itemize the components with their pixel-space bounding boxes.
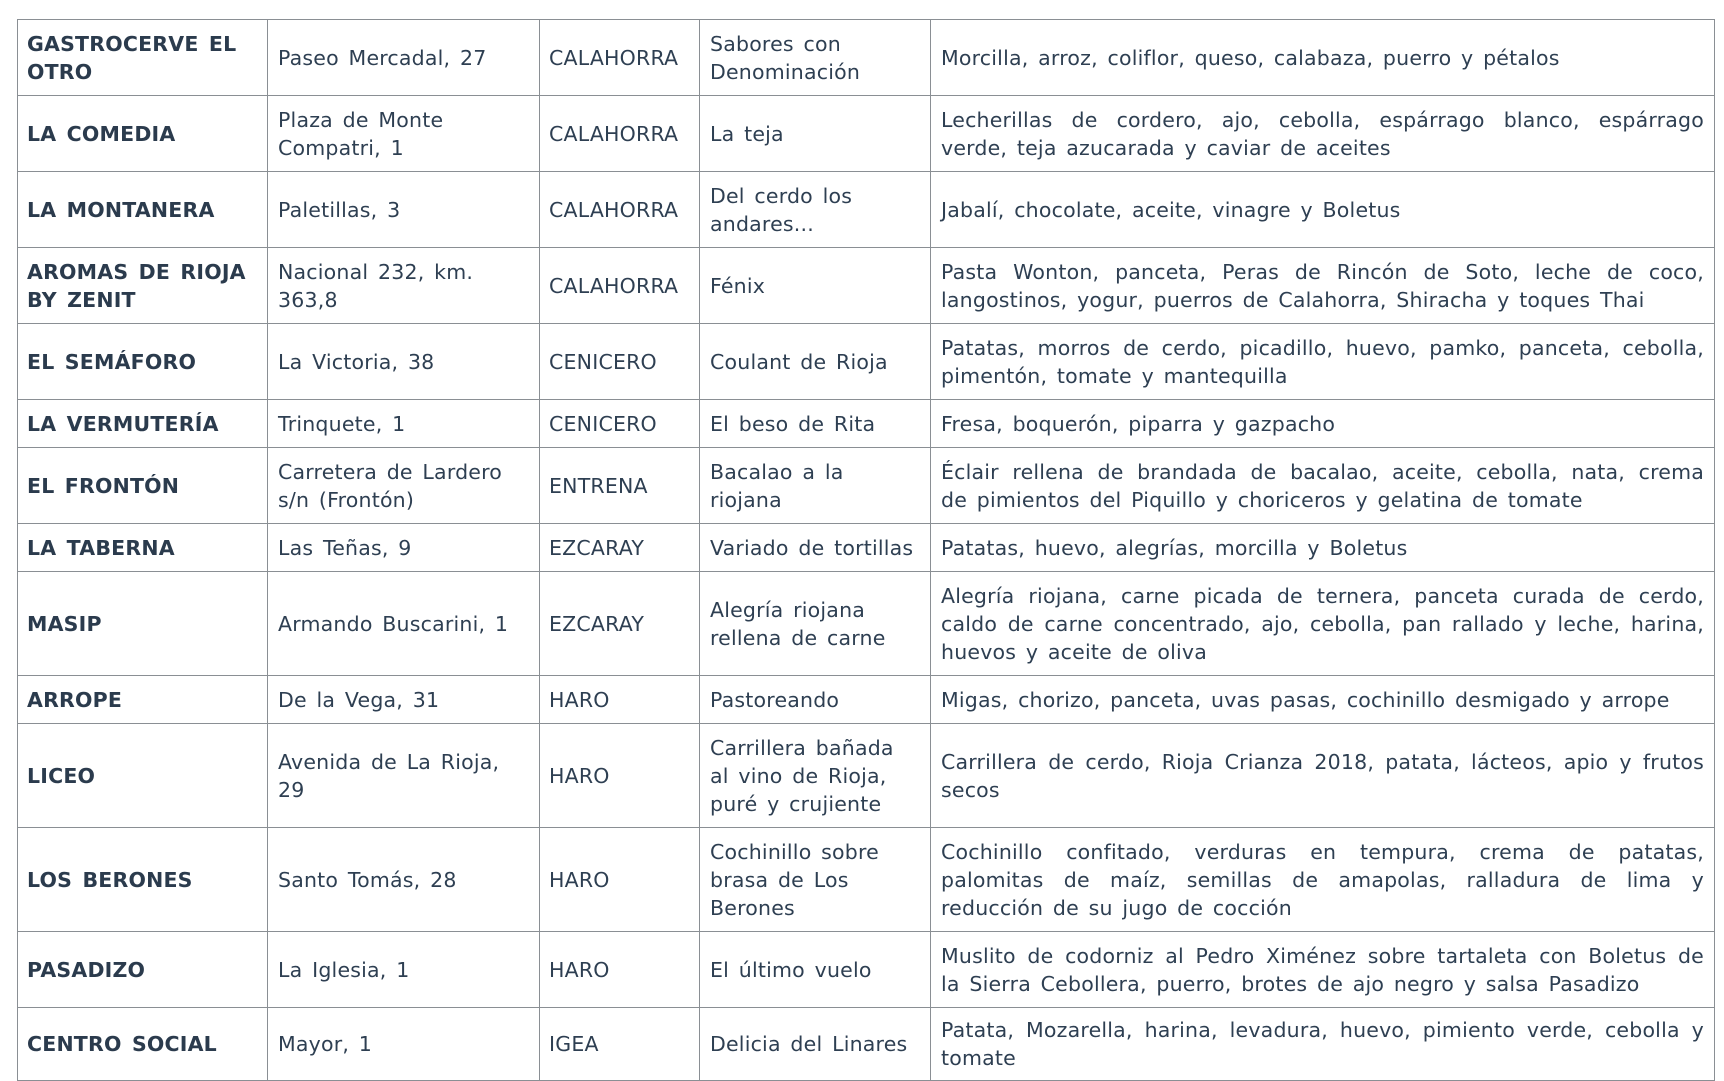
dish-ingredients: Muslito de codorniz al Pedro Ximénez sobre tartaleta con Boletus de la Sierra Cebollera, puerro, brotes de ajo negro y salsa Pasadizo bbox=[931, 932, 1715, 1008]
restaurant-address: Nacional 232, km. 363,8 bbox=[268, 248, 540, 324]
table-row bbox=[18, 400, 1715, 448]
restaurant-address: Plaza de Monte Compatri, 1 bbox=[268, 96, 540, 172]
restaurant-town: CALAHORRA bbox=[540, 20, 700, 96]
dish-name: Del cerdo los andares... bbox=[700, 172, 931, 248]
restaurant-name: LICEO bbox=[18, 724, 268, 828]
dish-name: Cochinillo sobre brasa de Los Berones bbox=[700, 828, 931, 932]
restaurant-address: Santo Tomás, 28 bbox=[268, 828, 540, 932]
dish-ingredients: Éclair rellena de brandada de bacalao, aceite, cebolla, nata, crema de pimientos del Piquillo y choriceros y gelatina de tomate bbox=[931, 448, 1715, 524]
restaurant-town: HARO bbox=[540, 724, 700, 828]
table-row bbox=[18, 828, 1715, 932]
restaurant-town: ENTRENA bbox=[540, 448, 700, 524]
table-row bbox=[18, 96, 1715, 172]
restaurant-address: Paseo Mercadal, 27 bbox=[268, 20, 540, 96]
dish-ingredients: Jabalí, chocolate, aceite, vinagre y Boletus bbox=[931, 172, 1715, 248]
restaurant-town: CALAHORRA bbox=[540, 96, 700, 172]
table-row bbox=[18, 448, 1715, 524]
restaurant-address: De la Vega, 31 bbox=[268, 676, 540, 724]
restaurant-name: LA TABERNA bbox=[18, 524, 268, 572]
dish-name: Alegría riojana rellena de carne bbox=[700, 572, 931, 676]
dish-name: Pastoreando bbox=[700, 676, 931, 724]
dish-name: Sabores con Denominación bbox=[700, 20, 931, 96]
dish-ingredients: Cochinillo confitado, verduras en tempura, crema de patatas, palomitas de maíz, semillas de amapolas, ralladura de lima y reducción de su jugo de cocción bbox=[931, 828, 1715, 932]
restaurant-town: HARO bbox=[540, 676, 700, 724]
dish-ingredients: Fresa, boquerón, piparra y gazpacho bbox=[931, 400, 1715, 448]
restaurant-table-page bbox=[17, 19, 1714, 1081]
dish-name: La teja bbox=[700, 96, 931, 172]
table-row bbox=[18, 524, 1715, 572]
restaurant-address: Paletillas, 3 bbox=[268, 172, 540, 248]
table-row bbox=[18, 20, 1715, 96]
restaurant-address: Carretera de Lardero s/n (Frontón) bbox=[268, 448, 540, 524]
restaurant-name: LA MONTANERA bbox=[18, 172, 268, 248]
restaurant-name: AROMAS DE RIOJA BY ZENIT bbox=[18, 248, 268, 324]
restaurant-address: La Iglesia, 1 bbox=[268, 932, 540, 1008]
restaurant-address: Mayor, 1 bbox=[268, 1008, 540, 1081]
restaurant-address: Las Teñas, 9 bbox=[268, 524, 540, 572]
restaurant-name: ARROPE bbox=[18, 676, 268, 724]
table-row bbox=[18, 248, 1715, 324]
dish-name: Fénix bbox=[700, 248, 931, 324]
table-row bbox=[18, 724, 1715, 828]
dish-ingredients: Migas, chorizo, panceta, uvas pasas, cochinillo desmigado y arrope bbox=[931, 676, 1715, 724]
restaurant-name: MASIP bbox=[18, 572, 268, 676]
restaurant-name: LA VERMUTERÍA bbox=[18, 400, 268, 448]
restaurant-town: HARO bbox=[540, 932, 700, 1008]
dish-ingredients: Patatas, morros de cerdo, picadillo, huevo, pamko, panceta, cebolla, pimentón, tomate y mantequilla bbox=[931, 324, 1715, 400]
dish-name: Delicia del Linares bbox=[700, 1008, 931, 1081]
restaurant-town: IGEA bbox=[540, 1008, 700, 1081]
dish-name: Bacalao a la riojana bbox=[700, 448, 931, 524]
table-row bbox=[18, 676, 1715, 724]
dish-name: Variado de tortillas bbox=[700, 524, 931, 572]
dish-ingredients: Alegría riojana, carne picada de ternera, panceta curada de cerdo, caldo de carne concentrado, ajo, cebolla, pan rallado y leche, harina, huevos y aceite de oliva bbox=[931, 572, 1715, 676]
restaurant-town: CALAHORRA bbox=[540, 248, 700, 324]
restaurant-name: LOS BERONES bbox=[18, 828, 268, 932]
restaurant-address: La Victoria, 38 bbox=[268, 324, 540, 400]
dish-name: Carrillera bañada al vino de Rioja, puré y crujiente bbox=[700, 724, 931, 828]
restaurant-town: EZCARAY bbox=[540, 572, 700, 676]
dish-ingredients: Patatas, huevo, alegrías, morcilla y Boletus bbox=[931, 524, 1715, 572]
dish-ingredients: Carrillera de cerdo, Rioja Crianza 2018, patata, lácteos, apio y frutos secos bbox=[931, 724, 1715, 828]
restaurant-town: CENICERO bbox=[540, 324, 700, 400]
restaurant-name: CENTRO SOCIAL bbox=[18, 1008, 268, 1081]
restaurant-name: GASTROCERVE EL OTRO bbox=[18, 20, 268, 96]
table-row bbox=[18, 572, 1715, 676]
restaurant-name: EL SEMÁFORO bbox=[18, 324, 268, 400]
restaurant-address: Trinquete, 1 bbox=[268, 400, 540, 448]
restaurant-name: EL FRONTÓN bbox=[18, 448, 268, 524]
dish-name: El beso de Rita bbox=[700, 400, 931, 448]
restaurant-town: CENICERO bbox=[540, 400, 700, 448]
dish-ingredients: Lecherillas de cordero, ajo, cebolla, espárrago blanco, espárrago verde, teja azucarada y caviar de aceites bbox=[931, 96, 1715, 172]
table-row bbox=[18, 932, 1715, 1008]
restaurant-address: Armando Buscarini, 1 bbox=[268, 572, 540, 676]
restaurant-town: HARO bbox=[540, 828, 700, 932]
table-row bbox=[18, 324, 1715, 400]
dish-name: Coulant de Rioja bbox=[700, 324, 931, 400]
table-row bbox=[18, 172, 1715, 248]
restaurant-town: EZCARAY bbox=[540, 524, 700, 572]
restaurant-address: Avenida de La Rioja, 29 bbox=[268, 724, 540, 828]
restaurant-name: LA COMEDIA bbox=[18, 96, 268, 172]
restaurant-name: PASADIZO bbox=[18, 932, 268, 1008]
restaurant-town: CALAHORRA bbox=[540, 172, 700, 248]
dish-ingredients: Pasta Wonton, panceta, Peras de Rincón de Soto, leche de coco, langostinos, yogur, puerros de Calahorra, Shiracha y toques Thai bbox=[931, 248, 1715, 324]
dish-ingredients: Morcilla, arroz, coliflor, queso, calabaza, puerro y pétalos bbox=[931, 20, 1715, 96]
dish-ingredients: Patata, Mozarella, harina, levadura, huevo, pimiento verde, cebolla y tomate bbox=[931, 1008, 1715, 1081]
dish-name: El último vuelo bbox=[700, 932, 931, 1008]
restaurant-table bbox=[17, 19, 1715, 1081]
